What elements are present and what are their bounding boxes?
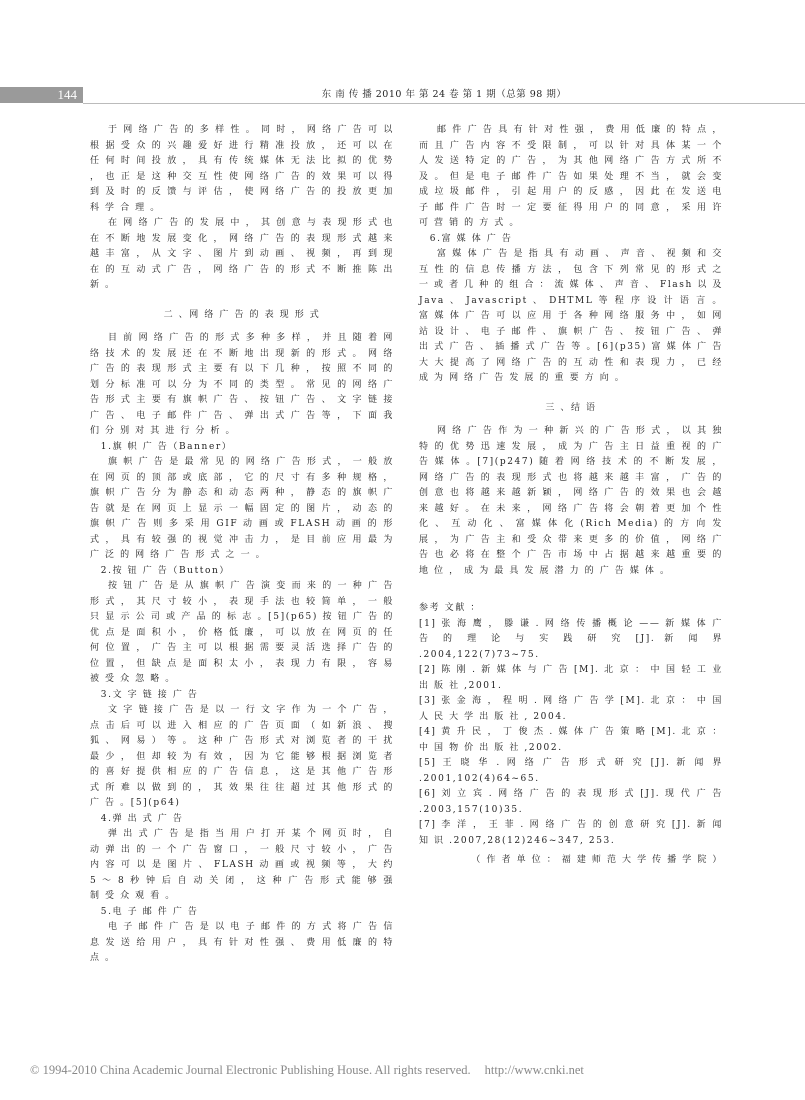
page-number: 144 [0, 87, 83, 103]
subsection-heading: 5.电 子 邮 件 广 告 [100, 906, 199, 917]
reference-item: [5] 王 晓 华 . 网 络 广 告 形 式 研 究 [J]. 新 闻 界 .2001,102(4)64~65. [419, 758, 723, 784]
paragraph: 弹 出 式 广 告 是 指 当 用 户 打 开 某 个 网 页 时 ， 自 动 弹 出 的 一 个 广 告 窗 口 ， 一 般 尺 寸 较 小 ， 广 告 内 容 可 以 是 图 片 、 FLASH 动 画 或 视 频 等 ， 大 约 5 ～ 8 秒 钟 后 自 动 关 闭 ， 这 种 广 告 形 式 能 够 强 制 受 众 观 看 。 [90, 829, 394, 901]
paragraph: 目 前 网 络 广 告 的 形 式 多 种 多 样 ， 并 且 随 着 网 络 技 术 的 发 展 还 在 不 断 地 出 现 新 的 形 式 。 网 络 广 告 的 表 现 形 式 主 要 有 以 下 几 种 ， 按 照 不 同 的 划 分 标 准 可 以 分 为 不 同 的 类 型 。 常 见 的 网 络 广 告 形 式 主 要 有 旗 帜 广 告 、 按 钮 广 告 、 文 字 链 接 广 告 、 电 子 邮 件 广 告 、 弹 出 式 广 告 等 ， 下 面 我 们 分 别 对 其 进 行 分 析 。 [90, 333, 394, 436]
right-column [419, 123, 723, 869]
left-column [90, 123, 394, 967]
running-head: 东 南 传 播 2010 年 第 24 卷 第 1 期（总第 98 期） [83, 87, 805, 104]
copyright-text: © 1994-2010 China Academic Journal Electronic Publishing House. All rights reserved. [30, 1063, 471, 1077]
reference-item: [2] 陈 刚 . 新 媒 体 与 广 告 [M]. 北 京 ： 中 国 轻 工 业 出 版 社 ,2001. [419, 665, 723, 691]
subsection-heading: 3.文 字 链 接 广 告 [100, 689, 199, 700]
section-heading: 三 、结 语 [545, 402, 597, 413]
reference-item: [3] 张 金 海 ， 程 明 . 网 络 广 告 学 [M]. 北 京 ： 中 国 人 民 大 学 出 版 社 , 2004. [419, 696, 723, 722]
paragraph: 富 媒 体 广 告 是 指 具 有 动 画 、 声 音 、 视 频 和 交 互 性 的 信 息 传 播 方 法 ， 包 含 下 列 常 见 的 形 式 之 一 或 者 几 种 的 组 合 ： 流 媒 体 、 声 音 、 Flash 以 及 Java 、 Javascript 、 DHTML 等 程 序 设 计 语 言 。 富 媒 体 广 告 可 以 应 用 于 各 种 网 络 服 务 中 ， 如 网 站 设 计 、 电 子 邮 件 、 旗 帜 广 告 、 按 钮 广 告 、 弹 出 式 广 告 、 插 播 式 广 告 等 。[6](p35) 富 媒 体 广 告 大 大 提 高 了 网 络 广 告 的 互 动 性 和 表 现 力 ， 已 经 成 为 网 络 广 告 发 展 的 重 要 方 向 。 [419, 249, 723, 383]
subsection-heading: 2.按 钮 广 告（Button） [100, 565, 231, 576]
subsection-heading: 4.弹 出 式 广 告 [100, 813, 184, 824]
subsection-heading: 1.旗 帜 广 告（Banner） [100, 441, 233, 452]
paragraph: 网 络 广 告 作 为 一 种 新 兴 的 广 告 形 式 ， 以 其 独 特 的 优 势 迅 速 发 展 ， 成 为 广 告 主 日 益 重 视 的 广 告 媒 体 。[7](p247) 随 着 网 络 技 术 的 不 断 发 展 ， 网 络 广 告 的 表 现 形 式 也 将 越 来 越 丰 富 ， 广 告 的 创 意 也 将 越 来 越 新 颖 ， 网 络 广 告 的 效 果 也 会 越 来 越 好 。 在 未 来 ， 网 络 广 告 将 会 朝 着 更 加 个 性 化 、 互 动 化 、 富 媒 体 化 (Rich Media) 的 方 向 发 展 ， 为 广 告 主 和 受 众 带 来 更 多 的 价 值 ， 网 络 广 告 也 必 将 在 整 个 广 告 市 场 中 占 据 越 来 越 重 要 的 地 位 ， 成 为 最 具 发 展 潜 力 的 广 告 媒 体 。 [419, 426, 723, 576]
paragraph: 在 网 络 广 告 的 发 展 中 ， 其 创 意 与 表 现 形 式 也 在 不 断 地 发 展 变 化 ， 网 络 广 告 的 表 现 形 式 越 来 越 丰 富 ， 从 文 字 、 图 片 到 动 画 、 视 频 ， 再 到 现 在 的 互 动 式 广 告 ， 网 络 广 告 的 形 式 不 断 推 陈 出 新 。 [90, 218, 394, 290]
copyright-footer [30, 1063, 584, 1078]
reference-item: [6] 刘 立 宾 . 网 络 广 告 的 表 现 形 式 [J]. 现 代 广 告 .2003,157(10)35. [419, 789, 723, 815]
reference-item: [4] 黄 升 民 ， 丁 俊 杰 . 媒 体 广 告 策 略 [M]. 北 京 ： 中 国 物 价 出 版 社 ,2002. [419, 727, 723, 753]
references-heading: 参考 文献 ： [419, 603, 481, 613]
paragraph: 邮 件 广 告 具 有 针 对 性 强 ， 费 用 低 廉 的 特 点 ， 而 且 广 告 内 容 不 受 限 制 ， 可 以 针 对 具 体 某 一 个 人 发 送 特 定 的 广 告 ， 为 其 他 网 络 广 告 方 式 所 不 及 。 但 是 电 子 邮 件 广 告 如 果 处 理 不 当 ， 就 会 变 成 垃 圾 邮 件 ， 引 起 用 户 的 反 感 ， 因 此 在 发 送 电 子 邮 件 广 告 时 一 定 要 征 得 用 户 的 同 意 ， 采 用 许 可 营 销 的 方 式 。 [419, 125, 723, 228]
footer-link[interactable]: http://www.cnki.net [484, 1063, 584, 1077]
paragraph: 文 字 链 接 广 告 是 以 一 行 文 字 作 为 一 个 广 告 ， 点 击 后 可 以 进 入 相 应 的 广 告 页 面 （ 如 新 浪 、 搜 狐 、 网 易 ） 等 。 这 种 广 告 形 式 对 浏 览 者 的 干 扰 最 少 ， 但 却 较 为 有 效 ， 因 为 它 能 够 根 据 浏 览 者 的 喜 好 提 供 相 应 的 广 告 信 息 ， 这 是 其 他 广 告 形 式 所 难 以 做 到 的 ， 其 效 果 往 往 超 过 其 他 形 式 的 广 告 。[5](p64) [90, 705, 394, 808]
paragraph: 按 钮 广 告 是 从 旗 帜 广 告 演 变 而 来 的 一 种 广 告 形 式 ， 其 尺 寸 较 小 ， 表 现 手 法 也 较 简 单 ， 一 般 只 显 示 公 司 或 产 品 的 标 志 。[5](p65) 按 钮 广 告 的 优 点 是 面 积 小 ， 价 格 低 廉 ， 可 以 放 在 网 页 的 任 何 位 置 ， 广 告 主 可 以 根 据 需 要 灵 活 选 择 广 告 的 位 置 ， 但 缺 点 是 面 积 太 小 ， 表 现 力 有 限 ， 容 易 被 受 众 忽 略 。 [90, 581, 394, 684]
paragraph: 旗 帜 广 告 是 最 常 见 的 网 络 广 告 形 式 ， 一 般 放 在 网 页 的 顶 部 或 底 部 ， 它 的 尺 寸 有 多 种 规 格 ， 旗 帜 广 告 分 为 静 态 和 动 态 两 种 ， 静 态 的 旗 帜 广 告 就 是 在 网 页 上 显 示 一 幅 固 定 的 图 片 ， 动 态 的 旗 帜 广 告 则 多 采 用 GIF 动 画 或 FLASH 动 画 的 形 式 ， 具 有 较 强 的 视 觉 冲 击 力 ， 是 目 前 应 用 最 为 广 泛 的 网 络 广 告 形 式 之 一 。 [90, 457, 394, 560]
paragraph: 于 网 络 广 告 的 多 样 性 。 同 时 ， 网 络 广 告 可 以 根 据 受 众 的 兴 趣 爱 好 进 行 精 准 投 放 ， 还 可 以 在 任 何 时 间 投 放 ， 具 有 传 统 媒 体 无 法 比 拟 的 优 势 ， 也 正 是 这 种 交 互 性 使 网 络 广 告 的 效 果 可 以 得 到 及 时 的 反 馈 与 评 估 ， 使 网 络 广 告 的 投 放 更 加 科 学 合 理 。 [90, 125, 394, 213]
subsection-heading: 6.富 媒 体 广 告 [429, 233, 513, 244]
section-heading: 二 、网 络 广 告 的 表 现 形 式 [163, 309, 321, 320]
reference-item: [1] 张 海 鹰 ， 滕 谦 . 网 络 传 播 概 论 —— 新 媒 体 广 告 的 理 论 与 实 践 研 究 [J]. 新 闻 界 .2004,122(7)73~75. [419, 618, 723, 660]
reference-item: [7] 李 洋 ， 王 菲 . 网 络 广 告 的 创 意 研 究 [J]. 新 闻 知 识 .2007,28(12)246~347, 253. [419, 820, 723, 846]
paragraph: 电 子 邮 件 广 告 是 以 电 子 邮 件 的 方 式 将 广 告 信 息 发 送 给 用 户 ， 具 有 针 对 性 强 、 费 用 低 廉 的 特 点 。 [90, 922, 394, 963]
author-affiliation: （ 作 者 单 位 ： 福 建 师 范 大 学 传 播 学 院 ） [471, 855, 723, 865]
